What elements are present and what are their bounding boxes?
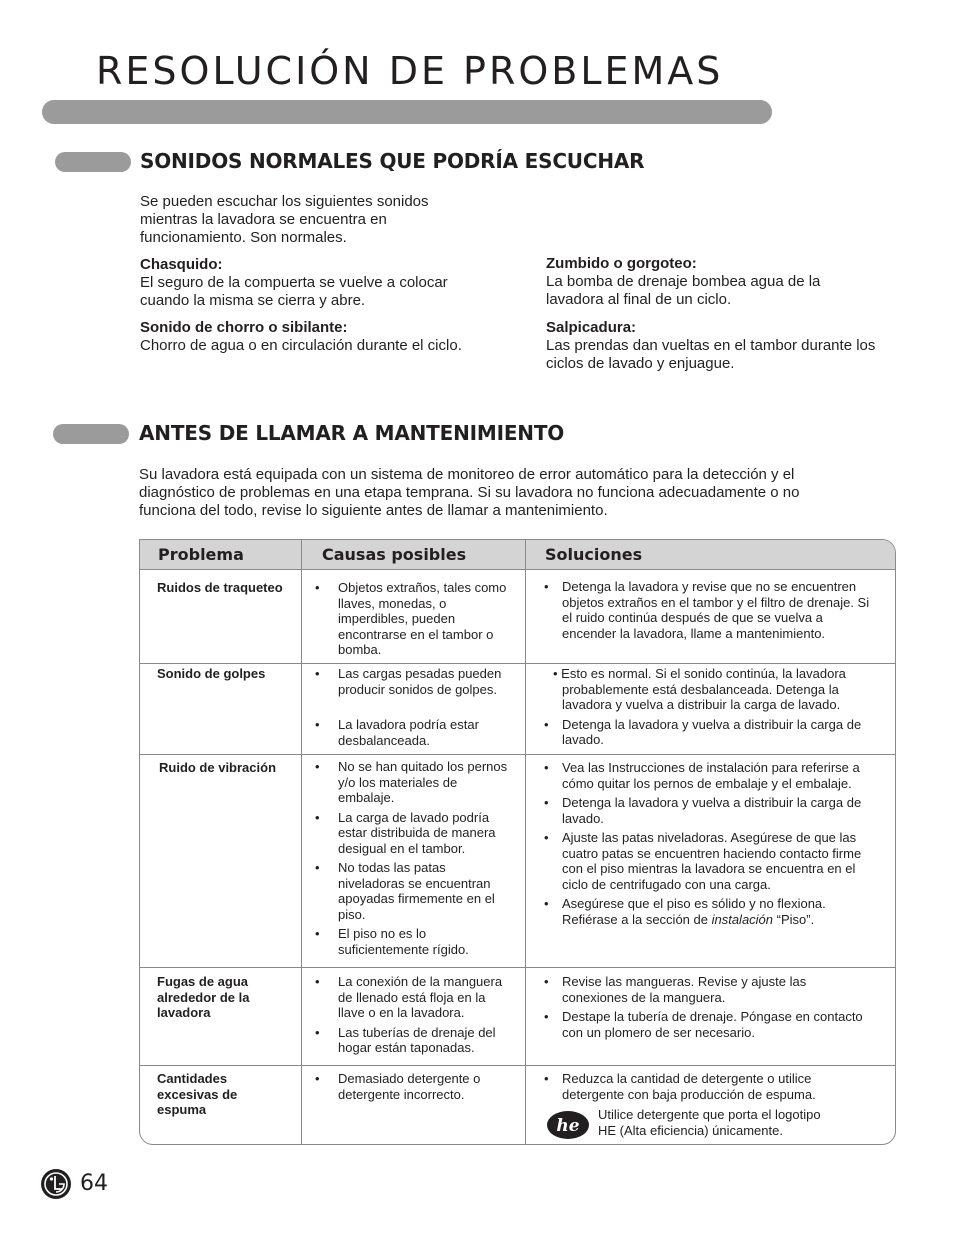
before-service-intro: [139, 466, 799, 520]
solutions-list: [526, 579, 870, 645]
sound-term: Salpicadura:: [546, 319, 637, 336]
intro-line: funcionamiento. Son normales.: [140, 229, 347, 246]
cause-item: • Demasiado detergente o detergente incorrecto.: [301, 1071, 491, 1102]
he-note: [598, 1107, 821, 1138]
row-divider: [140, 1065, 895, 1066]
problem-cell: Ruidos de traqueteo: [157, 580, 283, 595]
cause-item: • La carga de lavado podría estar distribuida de manera desigual en el tambor.: [301, 810, 515, 857]
solution-item: • Revise las mangueras. Revise y ajuste las conexiones de la manguera.: [526, 974, 870, 1005]
he-note-line: Utilice detergente que porta el logotipo: [598, 1107, 821, 1122]
normal-sounds-intro: [140, 193, 429, 247]
sound-desc: lavadora al final de un ciclo.: [546, 291, 732, 308]
sound-desc: Chorro de agua o en circulación durante el ciclo.: [140, 337, 462, 354]
cause-item: • La conexión de la manguera de llenado está floja en la llave o en la lavadora.: [301, 974, 515, 1021]
cause-item: • Las tuberías de drenaje del hogar están taponadas.: [301, 1025, 515, 1056]
solution-item: [526, 666, 870, 713]
intro-line: Se pueden escuchar los siguientes sonidos: [140, 193, 429, 210]
sound-item-chorro: [140, 319, 462, 355]
solution-item: • Detenga la lavadora y revise que no se encuentren objetos extraños en el tambor y el filtro de drenaje. Si el ruido continúa después de que se vuelva a encender la lavadora, llame a mantenimiento.: [526, 579, 870, 641]
sound-item-salpicadura: [546, 319, 875, 373]
he-logo-text: he: [556, 1116, 580, 1136]
header-solutions: Soluciones: [545, 545, 643, 564]
solution-item: • Vea las Instrucciones de instalación para referirse a cómo quitar los pernos de embalaje y el embalaje.: [526, 760, 870, 791]
sound-item-zumbido: [546, 255, 820, 309]
header-problem: Problema: [158, 545, 244, 564]
sound-desc: Las prendas dan vueltas en el tambor durante los: [546, 337, 876, 354]
problem-cell: Ruido de vibración: [159, 760, 277, 775]
solution-item: • Destape la tubería de drenaje. Póngase en contacto con un plomero de ser necesario.: [526, 1009, 870, 1040]
page-number: 64: [80, 1171, 108, 1196]
row-divider: [140, 754, 895, 755]
cause-item: • No se han quitado los pernos y/o los materiales de embalaje.: [301, 759, 515, 806]
cause-item: • No todas las patas niveladoras se encuentran apoyadas firmemente en el piso.: [301, 860, 515, 922]
he-note-line: HE (Alta eficiencia) únicamente.: [598, 1122, 783, 1138]
sound-desc: cuando la misma se cierra y abre.: [140, 292, 366, 309]
causes-list: [301, 580, 515, 662]
intro-line: mientras la lavadora se encuentra en: [140, 211, 387, 228]
sound-desc: ciclos de lavado y enjuague.: [546, 355, 735, 372]
cause-item: • El piso no es lo suficientemente rígido.: [301, 926, 515, 957]
sound-desc: El seguro de la compuerta se vuelve a colocar: [140, 274, 448, 291]
cause-item: • La lavadora podría estar desbalanceada.: [301, 717, 515, 748]
section-heading-before-service: ANTES DE LLAMAR A MANTENIMIENTO: [139, 421, 565, 445]
sound-item-chasquido: [140, 256, 448, 310]
solution-item: • Reduzca la cantidad de detergente o utilice detergente con baja producción de espuma.: [526, 1071, 870, 1102]
header-causes: Causas posibles: [322, 545, 467, 564]
causes-list: [301, 759, 515, 961]
solutions-list: [526, 974, 870, 1044]
row-divider: [140, 663, 895, 664]
solution-text: Asegúrese que el piso es sólido y no flexiona. Refiérase a la sección de: [562, 896, 826, 927]
cause-item: • Las cargas pesadas pueden producir sonidos de golpes.: [301, 666, 515, 697]
problem-cell: Fugas de agua alrededor de la lavadora: [157, 974, 250, 1020]
solution-item: • Ajuste las patas niveladoras. Asegúrese de que las cuatro patas se encuentren haciendo contacto firme con el piso mientras la lavadora se encuentra en el ciclo de centrifugado con una carga.: [526, 830, 870, 892]
page-title: RESOLUCIÓN DE PROBLEMAS: [96, 49, 724, 93]
intro-line: Su lavadora está equipada con un sistema de monitoreo de error automático para la detección y el: [139, 466, 795, 483]
section-heading-normal-sounds: SONIDOS NORMALES QUE PODRÍA ESCUCHAR: [140, 149, 645, 173]
solution-item: • Detenga la lavadora y vuelva a distribuir la carga de lavado.: [526, 717, 870, 748]
solutions-list: [526, 1071, 870, 1106]
section-marker-pill: [53, 424, 129, 444]
causes-list: [301, 974, 515, 1060]
intro-line: diagnóstico de problemas en una etapa temprana. Si su lavadora no funciona adecuadamente o no: [139, 484, 800, 501]
section-marker-pill: [55, 152, 131, 172]
causes-list: [301, 1071, 491, 1106]
row-divider: [140, 967, 895, 968]
problem-cell: Cantidades excesivas de espuma: [157, 1071, 238, 1117]
sound-term: Zumbido o gorgoteo:: [546, 255, 697, 272]
sound-term: Chasquido:: [140, 256, 223, 273]
solution-item: • Detenga la lavadora y vuelva a distribuir la carga de lavado.: [526, 795, 870, 826]
solutions-list: [526, 666, 870, 752]
solution-text: “Piso”.: [773, 911, 815, 927]
lg-logo-icon: [40, 1168, 72, 1200]
solution-italic-text: instalación: [711, 911, 774, 927]
intro-line: funciona del todo, revise lo siguiente antes de llamar a mantenimiento.: [139, 502, 608, 519]
sound-desc: La bomba de drenaje bombea agua de la: [546, 273, 821, 290]
solution-text: • Esto es normal. Si el sonido continúa, la lavadora probablemente está desbalanceada. Detenga la lavadora y vuelva a distribuir la carga de lavado.: [553, 666, 846, 712]
cause-item: • Objetos extraños, tales como llaves, monedas, o imperdibles, pueden encontrarse en el tambor o bomba.: [301, 580, 515, 658]
solutions-list: [526, 760, 870, 931]
problem-cell: Sonido de golpes: [157, 666, 266, 681]
solution-item: [526, 896, 870, 927]
causes-list: [301, 666, 515, 752]
title-divider-bar: [42, 100, 772, 124]
sound-term: Sonido de chorro o sibilante:: [140, 319, 348, 336]
he-logo-icon: [546, 1110, 590, 1140]
table-header: [140, 540, 895, 570]
